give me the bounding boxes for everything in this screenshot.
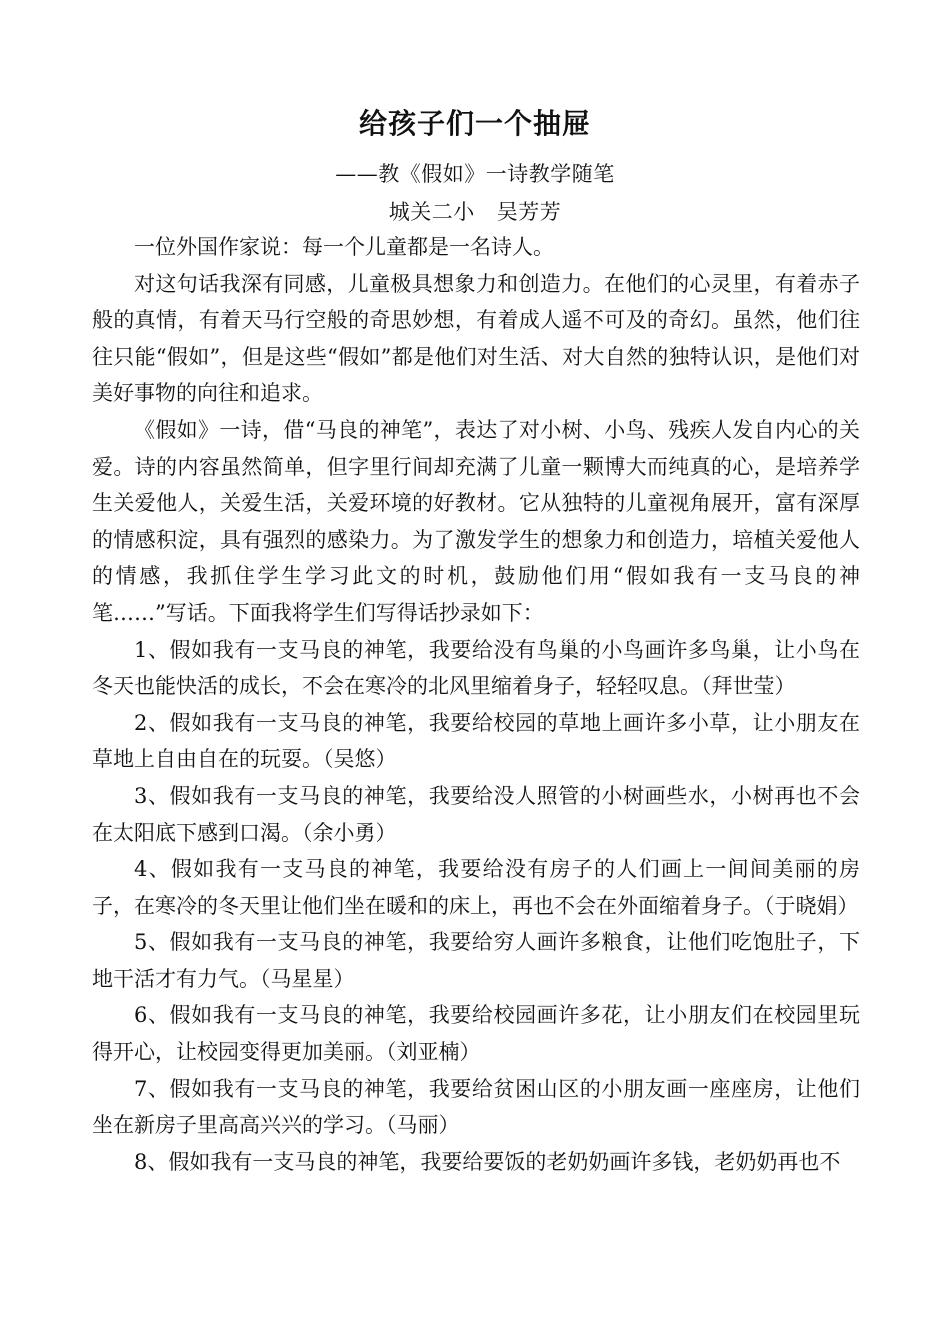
paragraph: 8、假如我有一支马良的神笔，我要给要饭的老奶奶画许多钱，老奶奶再也不 xyxy=(134,1149,841,1174)
paragraph: 1、假如我有一支马良的神笔，我要给没有鸟巢的小鸟画许多鸟巢，让小鸟在冬天也能快活的成长，不会在寒冷的北风里缩着身子，轻轻叹息。（拜世莹） xyxy=(92,637,860,699)
paragraph: 2、假如我有一支马良的神笔，我要给校园的草地上画许多小草，让小朋友在草地上自由自在的玩耍。（吴悠） xyxy=(92,710,860,772)
paragraph: 6、假如我有一支马良的神笔，我要给校园画许多花，让小朋友们在校园里玩得开心，让校园变得更加美丽。（刘亚楠） xyxy=(92,1003,860,1065)
author-name: 吴芳芳 xyxy=(496,200,562,224)
paragraph: 对这句话我深有同感，儿童极具想象力和创造力。在他们的心灵里，有着赤子般的真情，有着天马行空般的奇思妙想，有着成人遥不可及的奇幻。虽然，他们往往只能“假如”，但是这些“假如”都是他们对生活、对大自然的独特认识，是他们对美好事物的向往和追求。 xyxy=(92,271,860,406)
paragraph: 4、假如我有一支马良的神笔，我要给没有房子的人们画上一间间美丽的房子，在寒冷的冬天里让他们坐在暖和的床上，再也不会在外面缩着身子。（于晓娟） xyxy=(92,857,860,918)
document-title: 给孩子们一个抽屉 xyxy=(358,107,591,140)
paragraph: 5、假如我有一支马良的神笔，我要给穷人画许多粮食，让他们吃饱肚子，下地干活才有力气。（马星星） xyxy=(92,930,860,991)
paragraph: 3、假如我有一支马良的神笔，我要给没人照管的小树画些水，小树再也不会在太阳底下感到口渴。（余小勇） xyxy=(92,783,860,845)
document-body xyxy=(92,229,860,1180)
paragraph: 一位外国作家说：每一个儿童都是一名诗人。 xyxy=(134,235,554,259)
author-school: 城关二小 xyxy=(388,200,475,224)
paragraph: 《假如》一诗，借“马良的神笔”，表达了对小树、小鸟、残疾人发自内心的关爱。诗的内容虽然简单，但字里行间却充满了儿童一颗博大而纯真的心，是培养学生关爱他人，关爱生活，关爱环境的好教材。它从独特的儿童视角展开，富有深厚的情感积淀，具有强烈的感染力。为了激发学生的想象力和创造力，培植关爱他人的情感，我抓住学生学习此文的时机，鼓励他们用“假如我有一支马良的神笔……”写话。下面我将学生们写得话抄录如下： xyxy=(92,417,860,625)
author-line xyxy=(0,196,950,226)
document-subtitle: ——教《假如》一诗教学随笔 xyxy=(335,162,615,186)
paragraph: 7、假如我有一支马良的神笔，我要给贫困山区的小朋友画一座座房，让他们坐在新房子里高高兴兴的学习。（马丽） xyxy=(92,1076,860,1138)
